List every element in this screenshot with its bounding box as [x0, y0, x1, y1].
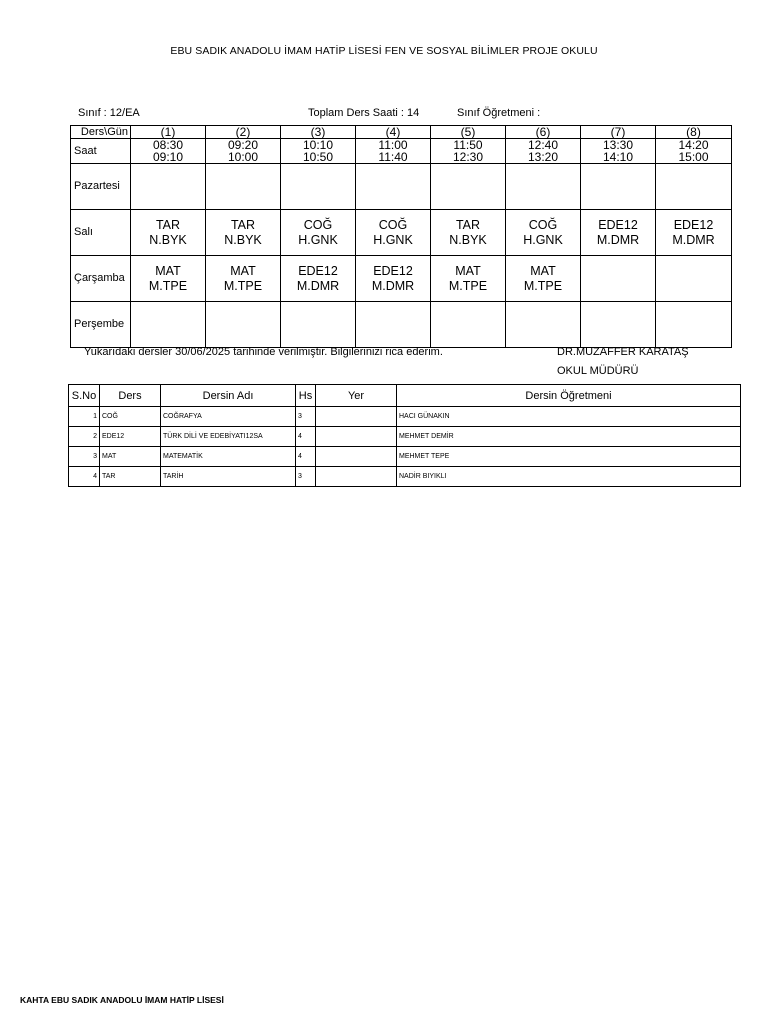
period-time-row [71, 139, 732, 164]
row-code: EDE12 [100, 427, 161, 447]
table-row [69, 407, 741, 427]
lesson-cell [506, 210, 581, 256]
lesson-cell [131, 210, 206, 256]
lesson-cell [356, 210, 431, 256]
lesson-course: TAR [155, 217, 181, 232]
period-start: 13:30 [602, 138, 634, 152]
lesson-cell [506, 164, 581, 210]
day-row-sali [71, 210, 732, 256]
day-label: Çarşamba [71, 256, 131, 302]
col-header-place: Yer [316, 385, 397, 407]
weekly-schedule-table [70, 125, 732, 348]
period-end: 15:00 [678, 150, 709, 164]
table-row [69, 447, 741, 467]
period-number: (4) [356, 126, 431, 139]
row-name: MATEMATİK [161, 447, 296, 467]
period-end: 13:20 [527, 150, 559, 164]
period-start: 09:20 [227, 138, 259, 152]
row-teacher: HACI GÜNAKIN [397, 407, 741, 427]
period-number: (1) [131, 126, 206, 139]
period-number: (2) [206, 126, 281, 139]
lesson-cell [131, 302, 206, 348]
period-start: 14:20 [678, 138, 709, 152]
lesson-cell [356, 256, 431, 302]
lesson-teacher: H.GNK [298, 232, 338, 247]
col-header-teacher: Dersin Öğretmeni [397, 385, 741, 407]
period-number: (3) [281, 126, 356, 139]
lesson-cell [281, 210, 356, 256]
row-place [316, 467, 397, 487]
lesson-cell [131, 256, 206, 302]
lesson-cell [656, 302, 732, 348]
period-time [656, 139, 732, 164]
lesson-course: MAT [455, 263, 481, 278]
period-start: 10:10 [302, 138, 334, 152]
lesson-cell [581, 210, 656, 256]
row-code: MAT [100, 447, 161, 467]
principal-title: OKUL MÜDÜRÜ [557, 365, 639, 377]
lesson-cell [431, 210, 506, 256]
lesson-course: TAR [455, 217, 481, 232]
principal-name: DR.MUZAFFER KARATAŞ [557, 346, 689, 358]
period-number-row [71, 126, 732, 139]
lesson-cell [656, 164, 732, 210]
course-list-table [68, 384, 741, 487]
issue-note: Yukarıdaki dersler 30/06/2025 tarihinde verilmiştir. Bilgilerinizi rica ederim. [84, 346, 443, 358]
period-start: 11:50 [453, 138, 483, 152]
period-time [206, 139, 281, 164]
lesson-cell [656, 210, 732, 256]
lesson-teacher: M.DMR [296, 278, 340, 293]
row-teacher: MEHMET DEMİR [397, 427, 741, 447]
row-no: 1 [69, 407, 100, 427]
col-header-no: S.No [69, 385, 100, 407]
lesson-cell [431, 164, 506, 210]
lesson-teacher: M.DMR [672, 232, 715, 247]
row-hours: 3 [296, 407, 316, 427]
lesson-cell [581, 164, 656, 210]
period-end: 10:00 [227, 150, 259, 164]
lesson-cell [281, 256, 356, 302]
row-teacher: MEHMET TEPE [397, 447, 741, 467]
lesson-teacher: N.BYK [224, 232, 262, 247]
row-no: 3 [69, 447, 100, 467]
lesson-cell [506, 256, 581, 302]
lesson-cell [356, 164, 431, 210]
row-name: COĞRAFYA [161, 407, 296, 427]
period-end: 14:10 [602, 150, 634, 164]
lesson-cell [206, 256, 281, 302]
row-place [316, 447, 397, 467]
lesson-teacher: M.DMR [371, 278, 415, 293]
lesson-course: COĞ [303, 217, 333, 232]
class-teacher-label: Sınıf Öğretmeni : [457, 107, 541, 119]
day-period-corner-label: Ders\Gün [71, 126, 131, 139]
lesson-course: EDE12 [598, 217, 638, 232]
row-teacher: NADİR BIYIKLI [397, 467, 741, 487]
lesson-cell [581, 302, 656, 348]
school-title: EBU SADIK ANADOLU İMAM HATİP LİSESİ FEN VE SOSYAL BİLİMLER PROJE OKULU [170, 45, 598, 57]
lesson-course: EDE12 [298, 263, 338, 278]
lesson-course: MAT [230, 263, 256, 278]
lesson-teacher: H.GNK [373, 232, 413, 247]
period-time [581, 139, 656, 164]
lesson-cell [431, 256, 506, 302]
time-row-label: Saat [71, 139, 131, 164]
lesson-cell [431, 302, 506, 348]
row-code: TAR [100, 467, 161, 487]
lesson-cell [656, 256, 732, 302]
day-label: Perşembe [71, 302, 131, 348]
row-hours: 3 [296, 467, 316, 487]
lesson-course: EDE12 [673, 217, 714, 232]
period-number: (8) [656, 126, 732, 139]
period-start: 12:40 [527, 138, 559, 152]
row-no: 2 [69, 427, 100, 447]
table-row [69, 467, 741, 487]
day-label: Pazartesi [71, 164, 131, 210]
course-list-header [69, 385, 741, 407]
lesson-cell [356, 302, 431, 348]
period-end: 12:30 [452, 150, 484, 164]
lesson-course: COĞ [378, 217, 408, 232]
lesson-teacher: N.BYK [449, 232, 487, 247]
lesson-teacher: H.GNK [523, 232, 563, 247]
lesson-teacher: M.TPE [523, 278, 563, 293]
period-start: 11:00 [378, 138, 408, 152]
row-code: COĞ [100, 407, 161, 427]
period-number: (5) [431, 126, 506, 139]
col-header-hours: Hs [296, 385, 316, 407]
lesson-course: EDE12 [373, 263, 413, 278]
lesson-cell [281, 164, 356, 210]
lesson-cell [206, 210, 281, 256]
lesson-course: COĞ [528, 217, 558, 232]
day-row-pazartesi [71, 164, 732, 210]
row-place [316, 427, 397, 447]
lesson-cell [506, 302, 581, 348]
period-number: (6) [506, 126, 581, 139]
table-row [69, 427, 741, 447]
lesson-teacher: M.DMR [596, 232, 640, 247]
class-label: Sınıf : 12/EA [78, 107, 140, 119]
lesson-cell [206, 164, 281, 210]
lesson-course: MAT [530, 263, 556, 278]
col-header-name: Dersin Adı [161, 385, 296, 407]
period-end: 10:50 [302, 150, 334, 164]
lesson-teacher: M.TPE [448, 278, 488, 293]
lesson-cell [281, 302, 356, 348]
row-no: 4 [69, 467, 100, 487]
row-hours: 4 [296, 447, 316, 467]
lesson-course: MAT [155, 263, 181, 278]
day-row-carsamba [71, 256, 732, 302]
period-time [506, 139, 581, 164]
period-time [281, 139, 356, 164]
period-time [356, 139, 431, 164]
lesson-cell [131, 164, 206, 210]
day-label: Salı [71, 210, 131, 256]
lesson-cell [581, 256, 656, 302]
lesson-cell [206, 302, 281, 348]
period-end: 11:40 [378, 150, 408, 164]
period-end: 09:10 [152, 150, 184, 164]
row-place [316, 407, 397, 427]
period-start: 08:30 [152, 138, 184, 152]
col-header-code: Ders [100, 385, 161, 407]
row-name: TÜRK DİLİ VE EDEBİYATI12SA [161, 427, 296, 447]
row-hours: 4 [296, 427, 316, 447]
period-number: (7) [581, 126, 656, 139]
footer-school-name: KAHTA EBU SADIK ANADOLU İMAM HATİP LİSESİ [20, 995, 224, 1005]
lesson-teacher: N.BYK [149, 232, 187, 247]
period-time [431, 139, 506, 164]
total-hours-label: Toplam Ders Saati : 14 [308, 107, 420, 119]
lesson-teacher: M.TPE [223, 278, 263, 293]
period-time [131, 139, 206, 164]
lesson-course: TAR [230, 217, 256, 232]
row-name: TARİH [161, 467, 296, 487]
day-row-persembe [71, 302, 732, 348]
lesson-teacher: M.TPE [148, 278, 188, 293]
